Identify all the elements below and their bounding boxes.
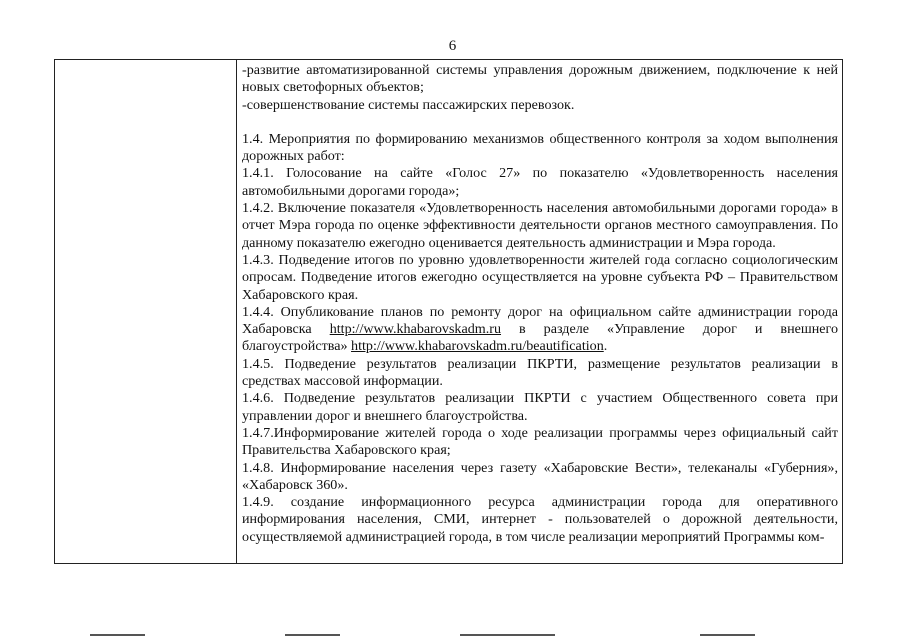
item-1-4-4-text-c: . (603, 338, 608, 355)
item-1-4-1: 1.4.1. Голосование на сайте «Голос 27» по показателю «Удовлетворенность населения автомобильными дорогами города»; (242, 165, 838, 199)
document-table (54, 59, 843, 564)
column-divider (236, 60, 237, 563)
item-1-4-4 (242, 304, 838, 356)
paragraph-gap (242, 114, 838, 131)
scan-edge-mark (700, 634, 755, 636)
beautification-link[interactable]: http://www.khabarovskadm.ru/beautification (351, 338, 604, 355)
item-1-4-7: 1.4.7.Информирование жителей города о ходе реализации программы через официальный сайт Правительства Хабаровского края; (242, 424, 838, 459)
item-1-4-9: 1.4.9. создание информационного ресурса администрации города для оперативного информирования населения, СМИ, интернет - пользователей о дорожной деятельности, осуществляемой администрацией города, в том числе реализации мероприятий Программы ком- (242, 494, 838, 545)
table-right-column (242, 62, 838, 546)
item-1-4-6: 1.4.6. Подведение результатов реализации ПКРТИ с участием Общественного совета при управлении дорог и внешнего благоустройства. (242, 390, 838, 424)
item-1-4-5: 1.4.5. Подведение результатов реализации ПКРТИ, размещение результатов реализации в средствах массовой информации. (242, 355, 838, 390)
scan-edge-mark (460, 634, 555, 636)
site-link[interactable]: http://www.khabarovskadm.ru (329, 321, 502, 338)
page-number: 6 (448, 38, 457, 54)
item-1-4-8: 1.4.8. Информирование населения через газету «Хабаровские Вести», телеканалы «Губерния», «Хабаровск 360». (242, 459, 838, 493)
section-heading: 1.4. Мероприятия по формированию механизмов общественного контроля за ходом выполнения дорожных работ: (242, 130, 838, 165)
intro-paragraph-1: -развитие автоматизированной системы управления дорожным движением, подключение к ней новых светофорных объектов; (242, 62, 838, 96)
scan-edge-mark (285, 634, 340, 636)
item-1-4-4-text-b: в разделе «Управление дорог и внешнего благоустройства» (242, 321, 838, 355)
intro-paragraph-2: -совершенствование системы пассажирских перевозок. (242, 96, 575, 113)
scan-edge-mark (90, 634, 145, 636)
item-1-4-3: 1.4.3. Подведение итогов по уровню удовлетворенности жителей года согласно социологическим опросам. Подведение итогов ежегодно осуществляется на уровне субъекта РФ – Правительством Хабаровского края. (242, 251, 838, 303)
item-1-4-2: 1.4.2. Включение показателя «Удовлетворенность населения автомобильными дорогами города» в отчет Мэра города по оценке эффективности деятельности органов местного самоуправления. По данному показателю ежегодно оценивается деятельность администрации и Мэра города. (242, 200, 838, 251)
item-1-4-4-text-a: 1.4.4. Опубликование планов по ремонту дорог на официальном сайте администрации города Хабаровска (242, 303, 838, 338)
